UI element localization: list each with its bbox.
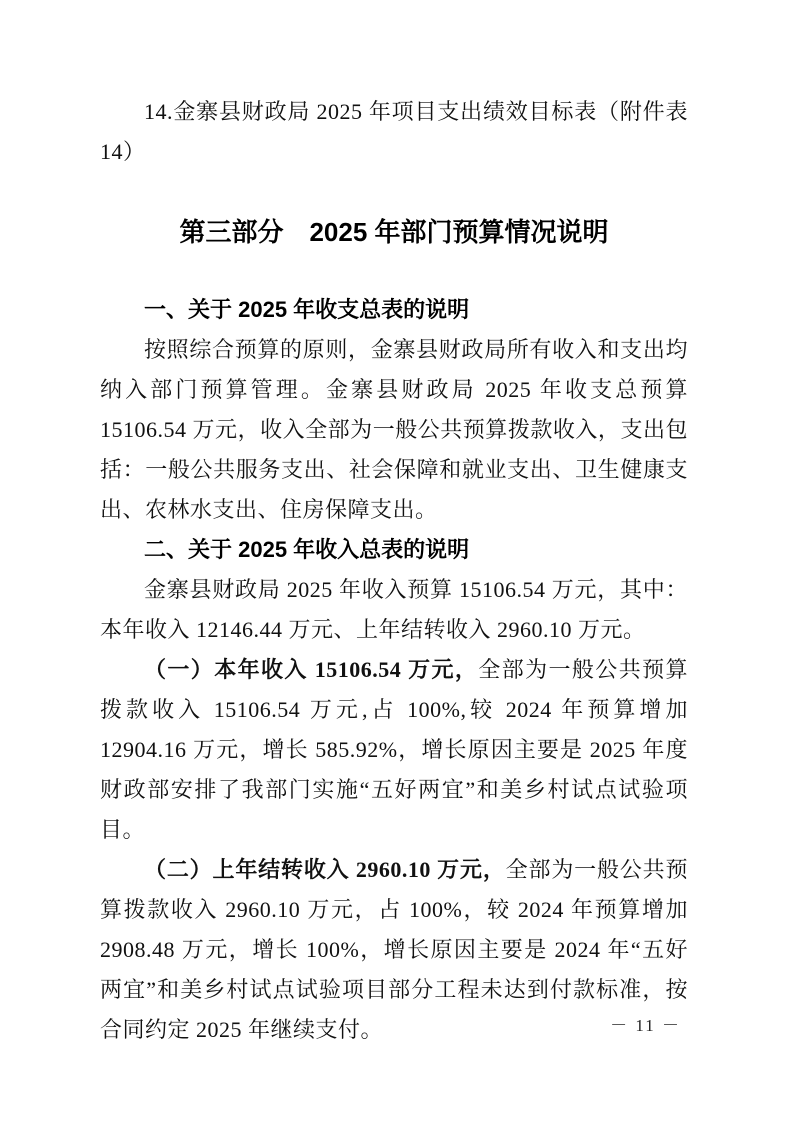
paragraph-income-summary: 金寨县财政局 2025 年收入预算 15106.54 万元，其中：本年收入 12146.44 万元、上年结转收入 2960.10 万元。 (100, 577, 688, 642)
carryover-income-lead: （二）上年结转收入 2960.10 万元， (144, 857, 506, 882)
paragraph-income-expense-summary: 按照综合预算的原则，金寨县财政局所有收入和支出均纳入部门预算管理。金寨县财政局 2025 年收支总预算 15106.54 万元，收入全部为一般公共预算拨款收入，支出包括：一般公共服务支出、社会保障和就业支出、卫生健康支出、农林水支出、住房保障支出。 (100, 337, 688, 522)
attachment-list-item: 14.金寨县财政局 2025 年项目支出绩效目标表（附件表 14） (100, 99, 688, 164)
subsection-heading-income-summary: 二、关于 2025 年收入总表的说明 (144, 537, 470, 562)
subsection-heading-income-expense-summary: 一、关于 2025 年收支总表的说明 (144, 297, 470, 322)
paragraph-current-year-income (100, 650, 688, 850)
section-title: 第三部分 2025 年部门预算情况说明 (179, 217, 609, 247)
current-year-income-lead: （一）本年收入 15106.54 万元， (144, 657, 479, 682)
current-year-income-body: 全部为一般公共预算拨款收入 15106.54 万元,占 100%,较 2024 年预算增加 12904.16 万元，增长 585.92%，增长原因主要是 2025 年度财政部安排了我部门实施“五好两宜”和美乡村试点试验项目。 (100, 657, 688, 842)
page-number: － 11 － (610, 1016, 681, 1035)
carryover-income-body: 全部为一般公共预算拨款收入 2960.10 万元，占 100%，较 2024 年预算增加 2908.48 万元，增长 100%，增长原因主要是 2024 年“五好两宜”和美乡村试点试验项目部分工程未达到付款标准，按合同约定 2025 年继续支付。 (100, 857, 688, 1042)
spacer (100, 256, 688, 290)
paragraph-carryover-income (100, 850, 688, 1050)
